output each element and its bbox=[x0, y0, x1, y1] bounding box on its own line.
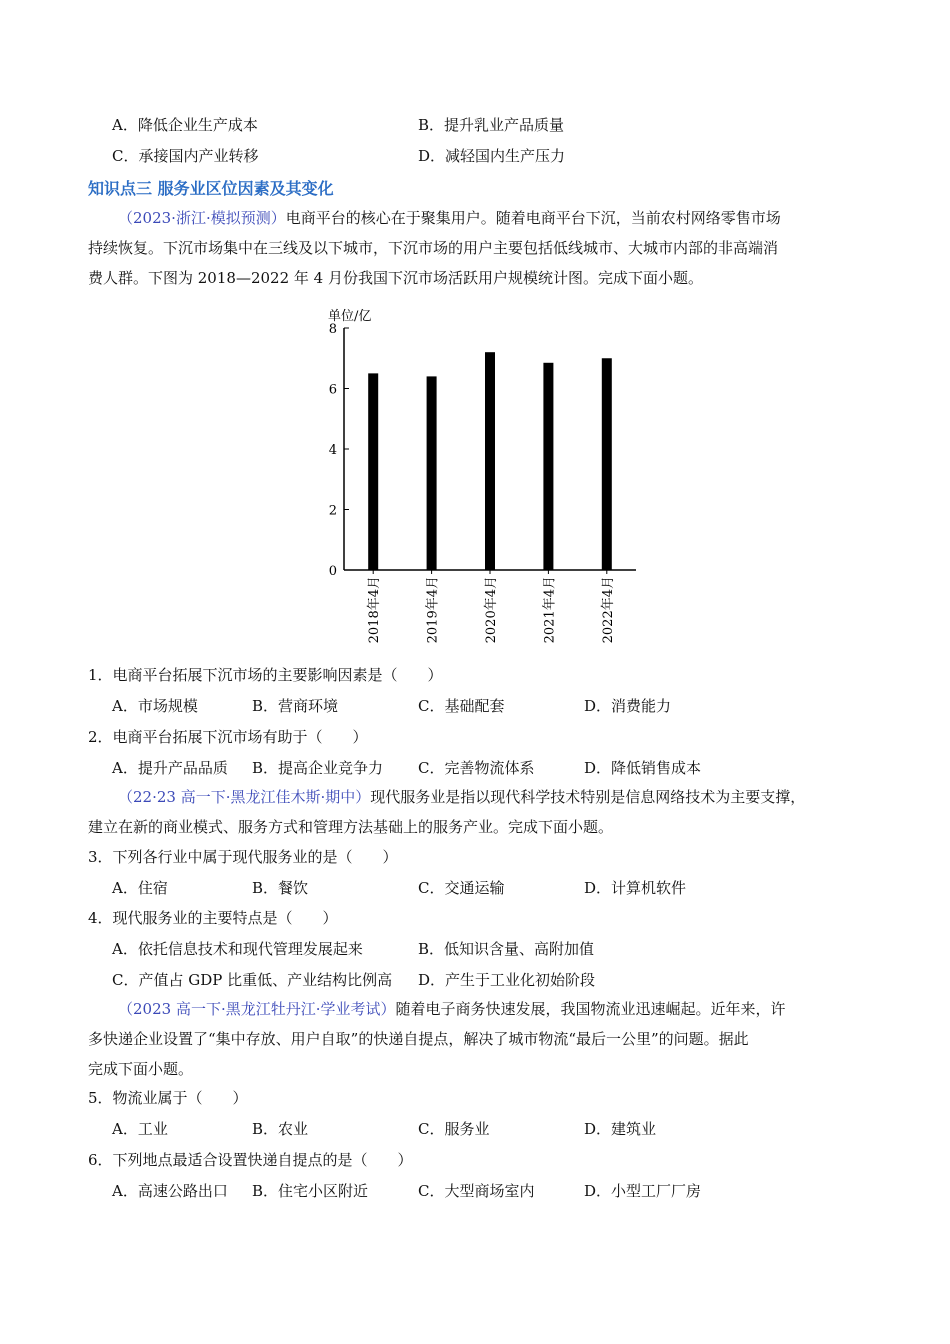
prev-option-b: B．提升乳业产品质量 bbox=[418, 116, 565, 134]
passage-2 bbox=[88, 782, 860, 842]
q3-option-a[interactable]: A．住宿 bbox=[112, 879, 168, 897]
chart-bar bbox=[485, 352, 495, 570]
q1-option-b[interactable]: B．营商环境 bbox=[252, 697, 339, 715]
q5-option-d[interactable]: D．建筑业 bbox=[584, 1120, 657, 1138]
q6-option-d[interactable]: D．小型工厂厂房 bbox=[584, 1182, 702, 1200]
passage-2-source: （22·23 高一下·黑龙江佳木斯·期中） bbox=[118, 788, 371, 806]
q4-option-c[interactable]: C．产值占 GDP 比重低、产业结构比例高 bbox=[112, 971, 393, 989]
q2-option-b[interactable]: B．提高企业竞争力 bbox=[252, 759, 384, 777]
passage-2-line-1: 现代服务业是指以现代科学技术特别是信息网络技术为主要支撑， bbox=[370, 788, 806, 806]
chart-bar bbox=[368, 373, 378, 570]
prev-option-a: A．降低企业生产成本 bbox=[112, 116, 258, 134]
chart-y-tick-label: 8 bbox=[328, 322, 337, 337]
chart-bar bbox=[602, 358, 612, 570]
q6-stem: 6．下列地点最适合设置快递自提点的是（ ） bbox=[88, 1151, 413, 1169]
passage-3-line-1: 随着电子商务快速发展，我国物流业迅速崛起。近年来，许 bbox=[395, 1000, 786, 1018]
q4-option-d[interactable]: D．产生于工业化初始阶段 bbox=[418, 971, 596, 989]
q6-option-c[interactable]: C．大型商场室内 bbox=[418, 1182, 535, 1200]
passage-3-line-2: 多快递企业设置了“集中存放、用户自取”的快递自提点，解决了城市物流“最后一公里”的问题。据此 bbox=[88, 1030, 749, 1048]
q1-stem: 1．电商平台拓展下沉市场的主要影响因素是（ ） bbox=[88, 666, 443, 684]
q5-stem: 5．物流业属于（ ） bbox=[88, 1089, 248, 1107]
chart-x-tick-label: 2018年4月 bbox=[367, 576, 383, 644]
q2-option-c[interactable]: C．完善物流体系 bbox=[418, 759, 535, 777]
chart-y-tick-label: 0 bbox=[328, 564, 337, 579]
q3-option-d[interactable]: D．计算机软件 bbox=[584, 879, 687, 897]
chart-bar bbox=[427, 376, 437, 570]
q6-option-b[interactable]: B．住宅小区附近 bbox=[252, 1182, 369, 1200]
q3-option-c[interactable]: C．交通运输 bbox=[418, 879, 505, 897]
q5-option-c[interactable]: C．服务业 bbox=[418, 1120, 490, 1138]
q1-option-a[interactable]: A．市场规模 bbox=[112, 697, 198, 715]
q1-option-d[interactable]: D．消费能力 bbox=[584, 697, 672, 715]
passage-1-line-2: 持续恢复。下沉市场集中在三线及以下城市，下沉市场的用户主要包括低线城市、大城市内部的非高端消 bbox=[88, 239, 779, 257]
q4-option-b[interactable]: B．低知识含量、高附加值 bbox=[418, 940, 595, 958]
chart-x-tick-label: 2020年4月 bbox=[484, 576, 499, 644]
q4-stem: 4．现代服务业的主要特点是（ ） bbox=[88, 909, 338, 927]
passage-3-line-3: 完成下面小题。 bbox=[88, 1060, 194, 1078]
passage-1-line-1: 电商平台的核心在于聚集用户。随着电商平台下沉，当前农村网络零售市场 bbox=[285, 209, 781, 227]
chart-bar bbox=[543, 363, 553, 570]
prev-option-d: D．减轻国内生产压力 bbox=[418, 147, 566, 165]
q5-option-a[interactable]: A．工业 bbox=[112, 1120, 168, 1138]
passage-1-source: （2023·浙江·模拟预测） bbox=[118, 209, 286, 227]
section-title: 知识点三 服务业区位因素及其变化 bbox=[88, 179, 334, 198]
q2-option-a[interactable]: A．提升产品品质 bbox=[112, 759, 228, 777]
chart-x-tick-label: 2022年4月 bbox=[600, 576, 616, 644]
chart-y-unit-label: 单位/亿 bbox=[328, 309, 372, 324]
passage-3-source: （2023 高一下·黑龙江牡丹江·学业考试） bbox=[118, 1000, 396, 1018]
chart-x-tick-label: 2021年4月 bbox=[542, 576, 558, 644]
chart-x-tick-label: 2019年4月 bbox=[425, 576, 441, 644]
q3-option-b[interactable]: B．餐饮 bbox=[252, 879, 309, 897]
q4-option-a[interactable]: A．依托信息技术和现代管理发展起来 bbox=[112, 940, 363, 958]
q3-stem: 3．下列各行业中属于现代服务业的是（ ） bbox=[88, 848, 398, 866]
passage-1-line-3: 费人群。下图为 2018—2022 年 4 月份我国下沉市场活跃用户规模统计图。完成下面小题。 bbox=[88, 269, 703, 287]
q5-option-b[interactable]: B．农业 bbox=[252, 1120, 309, 1138]
passage-2-line-2: 建立在新的商业模式、服务方式和管理方法基础上的服务产业。完成下面小题。 bbox=[88, 818, 614, 836]
chart-y-tick-label: 2 bbox=[328, 503, 337, 519]
chart-y-tick-label: 6 bbox=[328, 382, 337, 398]
q2-stem: 2．电商平台拓展下沉市场有助于（ ） bbox=[88, 728, 368, 746]
passage-1 bbox=[88, 203, 860, 293]
chart-y-tick-label: 4 bbox=[328, 443, 337, 458]
q1-option-c[interactable]: C．基础配套 bbox=[418, 697, 505, 715]
prev-option-c: C．承接国内产业转移 bbox=[112, 147, 259, 165]
q6-option-a[interactable]: A．高速公路出口 bbox=[112, 1182, 228, 1200]
q2-option-d[interactable]: D．降低销售成本 bbox=[584, 759, 702, 777]
passage-3 bbox=[88, 994, 860, 1084]
